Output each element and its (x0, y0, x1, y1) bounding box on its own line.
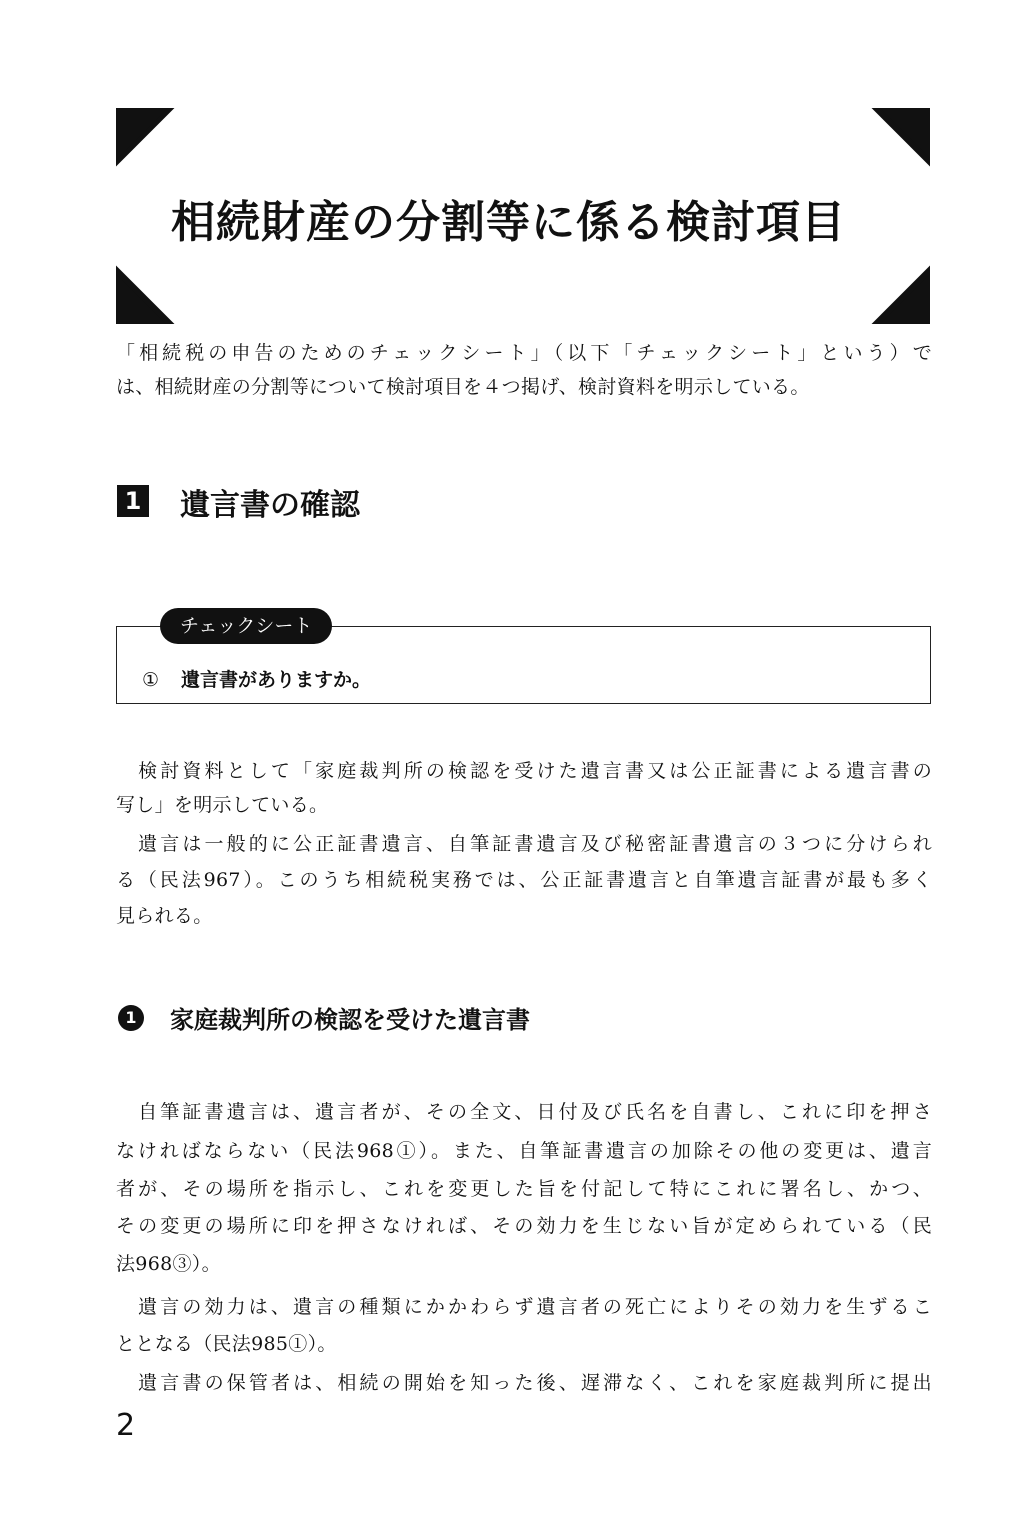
checksheet-item-number: ① (142, 669, 160, 691)
checksheet-item (142, 665, 371, 692)
corner-mark-top-right-icon (868, 108, 930, 170)
body-line: 遺言は一般的に公正証書遺言、自筆証書遺言及び秘密証書遺言の３つに分けられ (116, 833, 932, 855)
corner-mark-top-left-icon (116, 108, 178, 170)
section-title: 遺言書の確認 (180, 488, 360, 523)
subsection-title: 家庭裁判所の検認を受けた遺言書 (170, 1006, 530, 1034)
body-line: 遺言書の保管者は、相続の開始を知った後、遅滞なく、これを家庭裁判所に提出 (116, 1372, 932, 1394)
body-line: 遺言の効力は、遺言の種類にかかわらず遺言者の死亡によりその効力を生ずるこ (116, 1296, 932, 1318)
chapter-title: 相続財産の分割等に係る検討項目 (171, 197, 846, 248)
body-line: その変更の場所に印を押さなければ、その効力を生じない旨が定められている（民 (116, 1215, 932, 1237)
corner-mark-bottom-right-icon (868, 262, 930, 324)
body-line: 自筆証書遺言は、遺言者が、その全文、日付及び氏名を自書し、これに印を押さ (116, 1101, 932, 1123)
checksheet-item-text: 遺言書がありますか。 (181, 669, 372, 691)
body-line: なければならない（民法968①）。また、自筆証書遺言の加除その他の変更は、遺言 (116, 1140, 932, 1162)
subsection-number-badge: 1 (118, 1005, 144, 1031)
section-number-badge: 1 (117, 485, 149, 517)
body-line: 者が、その場所を指示し、これを変更した旨を付記して特にこれに署名し、かつ、 (116, 1178, 932, 1200)
intro-line: 「相続税の申告のためのチェックシート」（以下「チェックシート」という）で (116, 342, 932, 364)
body-line: 写し」を明示している。 (116, 794, 329, 816)
body-line: ととなる（民法985①）。 (116, 1333, 337, 1355)
body-line: 法968③）。 (116, 1253, 221, 1275)
page-number: 2 (116, 1408, 136, 1443)
body-line: 見られる。 (116, 905, 213, 927)
checksheet-tab-label: チェックシート (160, 608, 332, 644)
corner-mark-bottom-left-icon (116, 262, 178, 324)
body-line: 検討資料として「家庭裁判所の検認を受けた遺言書又は公正証書による遺言書の (116, 760, 932, 782)
body-line: る（民法967）。このうち相続税実務では、公正証書遺言と自筆遺言証書が最も多く (116, 869, 932, 891)
intro-line: は、相続財産の分割等について検討項目を４つ掲げ、検討資料を明示している。 (116, 376, 810, 398)
